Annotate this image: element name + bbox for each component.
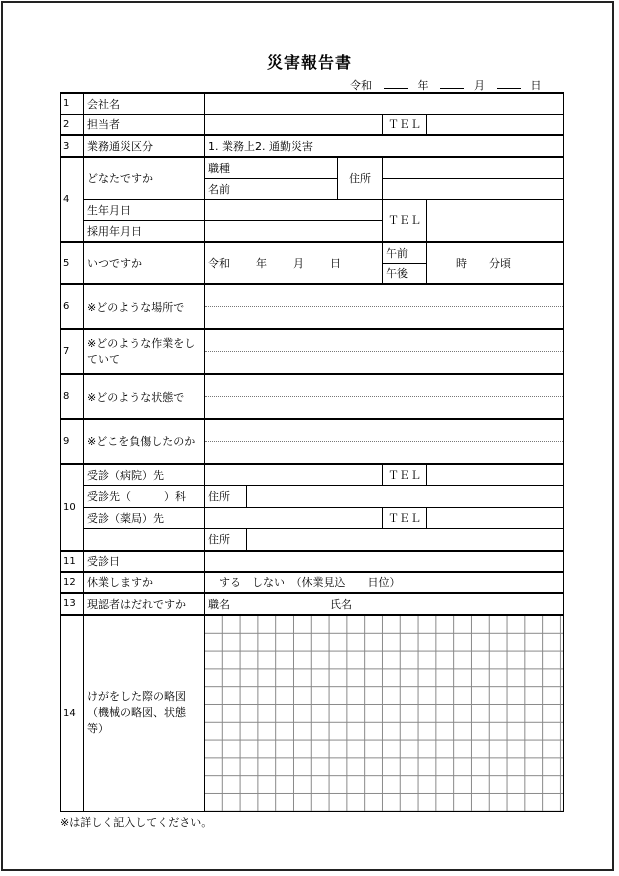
what-work-field[interactable]: [205, 329, 564, 374]
date-year-field[interactable]: [384, 79, 408, 89]
page-title: 災害報告書: [266, 53, 352, 72]
witness-job-label: 職名: [208, 597, 230, 611]
pm-option[interactable]: 午後: [383, 263, 427, 284]
row-number: 2: [61, 114, 84, 135]
sketch-grid[interactable]: [205, 616, 563, 811]
witness-name-label: 氏名: [330, 597, 352, 611]
report-form-table: [60, 92, 564, 812]
row-pharmacy-address: [61, 528, 564, 551]
when-era: 令和: [208, 257, 230, 270]
pharmacy-address-field[interactable]: [205, 528, 564, 551]
hire-date-label: 採用年月日: [84, 220, 205, 242]
pharmacy-label: 受診（薬局）先: [84, 507, 205, 528]
injury-field[interactable]: [205, 419, 564, 464]
leave-options[interactable]: する しない （休業見込 日位）: [205, 572, 564, 593]
row-leave: [61, 572, 564, 593]
address-label: 住所: [205, 486, 247, 507]
department-label: 受診先（ ）科: [84, 485, 205, 507]
address-label: 住所: [338, 157, 383, 199]
hospital-label: 受診（病院）先: [84, 464, 205, 485]
row-what-state: [61, 374, 564, 419]
address-label: 住所: [205, 529, 247, 550]
row-witness: [61, 593, 564, 615]
row-number: 6: [61, 284, 84, 329]
sketch-label: けがをした際の略図（機械の略図、状態等）: [84, 615, 205, 812]
date-month-field[interactable]: [440, 79, 464, 89]
tel-label: ＴＥＬ: [383, 199, 427, 242]
am-option[interactable]: 午前: [383, 242, 427, 263]
pharmacy-field[interactable]: [205, 507, 383, 528]
row-number: 11: [61, 551, 84, 572]
birth-date-field[interactable]: [205, 199, 383, 220]
row-who: [61, 157, 564, 178]
visit-date-field[interactable]: [205, 551, 564, 572]
hospital-tel-field[interactable]: [427, 464, 564, 485]
company-label: 会社名: [84, 93, 205, 114]
what-state-field[interactable]: [205, 374, 564, 419]
row-number: 12: [61, 572, 84, 593]
witness-label: 現認者はだれですか: [84, 593, 205, 615]
when-hour: 時: [456, 257, 467, 270]
company-field[interactable]: [205, 93, 564, 114]
row-injury: [61, 419, 564, 464]
pharmacy-tel-field[interactable]: [427, 507, 564, 528]
visit-date-label: 受診日: [84, 551, 205, 572]
footer-note: ※は詳しく記入してください。: [60, 816, 213, 829]
tel-label: ＴＥＬ: [383, 507, 427, 528]
job-type-label: 職種: [205, 157, 338, 178]
when-minute: 分頃: [489, 257, 511, 270]
row-visit-date: [61, 551, 564, 572]
witness-field[interactable]: [205, 593, 564, 615]
row-number: 5: [61, 242, 84, 284]
row-department: [61, 485, 564, 507]
name-label: 名前: [205, 178, 338, 199]
when-time-field[interactable]: [427, 242, 564, 284]
when-day: 日: [330, 257, 341, 270]
when-year: 年: [256, 257, 267, 270]
row-where: [61, 284, 564, 329]
where-field[interactable]: [205, 284, 564, 329]
birth-date-label: 生年月日: [84, 199, 205, 220]
row-hospital: [61, 464, 564, 485]
row-number: 10: [61, 464, 84, 551]
report-date-line: [350, 77, 542, 93]
when-date-field[interactable]: [205, 242, 383, 284]
row-sketch: [61, 615, 564, 812]
date-month-label: 月: [474, 79, 485, 92]
row-accident-type: [61, 135, 564, 157]
row-when: [61, 242, 564, 263]
row-company: [61, 93, 564, 114]
leave-label: 休業しますか: [84, 572, 205, 593]
row-number: 7: [61, 329, 84, 374]
hospital-field[interactable]: [205, 464, 383, 485]
address-field-2[interactable]: [383, 178, 564, 199]
date-day-label: 日: [530, 79, 542, 92]
what-work-label: ※どのような作業をしていて: [84, 329, 205, 374]
person-in-charge-field[interactable]: [205, 114, 383, 135]
accident-type-label: 業務通災区分: [84, 135, 205, 157]
row-birth: [61, 199, 564, 220]
row-number: 9: [61, 419, 84, 464]
hospital-address-field[interactable]: [205, 485, 564, 507]
date-year-label: 年: [417, 79, 429, 92]
row-pharmacy: [61, 507, 564, 528]
when-label: いつですか: [84, 242, 205, 284]
sketch-grid-area[interactable]: [205, 615, 564, 812]
row-number: 3: [61, 135, 84, 157]
address-field-1[interactable]: [383, 157, 564, 178]
tel-label: ＴＥＬ: [383, 114, 427, 135]
when-month: 月: [293, 257, 304, 270]
person-in-charge-tel-field[interactable]: [427, 114, 564, 135]
date-day-field[interactable]: [497, 79, 521, 89]
person-in-charge-label: 担当者: [84, 114, 205, 135]
row-number: 14: [61, 615, 84, 812]
blank-cell: [84, 528, 205, 551]
row-number: 13: [61, 593, 84, 615]
row-person-in-charge: [61, 114, 564, 135]
hire-date-field[interactable]: [205, 220, 383, 242]
who-label: どなたですか: [84, 157, 205, 199]
where-label: ※どのような場所で: [84, 284, 205, 329]
accident-type-options[interactable]: 1. 業務上2. 通勤災害: [205, 135, 564, 157]
date-era: 令和: [350, 79, 372, 92]
injury-label: ※どこを負傷したのか: [84, 419, 205, 464]
row-number: 8: [61, 374, 84, 419]
row-number: 1: [61, 93, 84, 114]
what-state-label: ※どのような状態で: [84, 374, 205, 419]
row-what-work: [61, 329, 564, 374]
victim-tel-field[interactable]: [427, 199, 564, 242]
tel-label: ＴＥＬ: [383, 464, 427, 485]
row-number: 4: [61, 157, 84, 242]
